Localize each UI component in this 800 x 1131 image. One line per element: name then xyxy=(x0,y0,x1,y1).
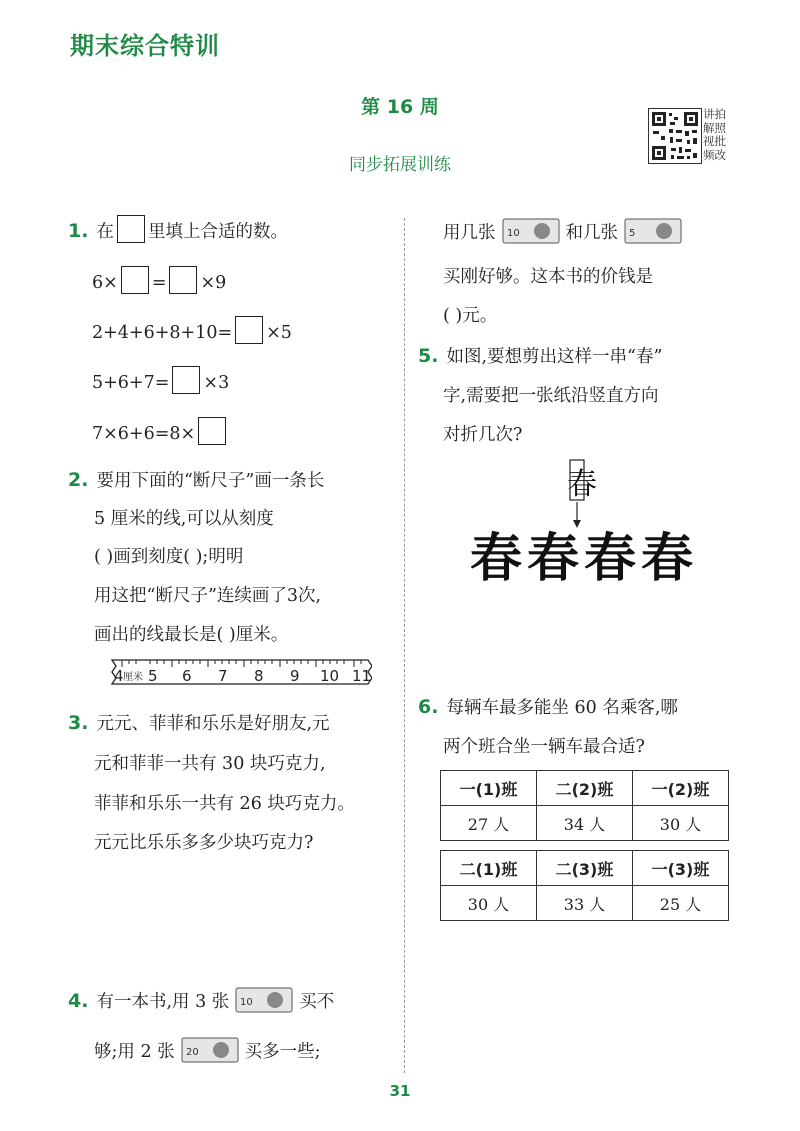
ruler-tick-label: 5 xyxy=(148,667,158,685)
equation-text: ×5 xyxy=(266,323,292,343)
table-cell: 34 人 xyxy=(537,806,633,841)
answer-box[interactable] xyxy=(117,215,145,243)
q3-line: 元和菲菲一共有 30 块巧克力, xyxy=(94,754,326,774)
ruler-tick-label: 9 xyxy=(290,667,300,685)
table-cell: 33 人 xyxy=(537,886,633,921)
q2-line: 5 厘米的线,可以从刻度 xyxy=(94,509,274,529)
q4-line: 买刚好够。这本书的价钱是 xyxy=(443,267,653,287)
question-number: 5. xyxy=(418,345,439,367)
equation-text: 2+4+6+8+10= xyxy=(92,323,233,343)
q2-line: ( )画到刻度( );明明 xyxy=(94,547,244,567)
table-cell: 30 人 xyxy=(633,806,729,841)
ruler-tick-label: 10 xyxy=(320,667,340,685)
q3-line: 菲菲和乐乐一共有 26 块巧克力。 xyxy=(94,794,355,814)
answer-box[interactable] xyxy=(121,266,149,294)
answer-box[interactable] xyxy=(235,316,263,344)
answer-box[interactable] xyxy=(169,266,197,294)
ruler-tick-label: 11 xyxy=(352,667,372,685)
qr-code-icon[interactable] xyxy=(648,108,702,164)
equation-text: 6× xyxy=(92,273,118,293)
folded-glyph: 春 xyxy=(567,467,597,502)
qr-caption xyxy=(703,108,735,162)
banknote-10-yuan-icon xyxy=(235,987,293,1013)
qr-caption-line: 频改 xyxy=(703,147,726,162)
q4-line xyxy=(443,218,688,244)
q3-line: 元元比乐乐多多少块巧克力? xyxy=(94,833,314,853)
ruler-tick-label: 7 xyxy=(218,667,228,685)
qr-caption-line: 视批 xyxy=(703,134,726,148)
cut-glyph: 春 xyxy=(584,528,637,588)
question-number: 4. xyxy=(68,990,89,1012)
q6-text: 每辆车最多能坐 60 名乘客,哪 xyxy=(446,698,678,718)
q5-line: 字,需要把一张纸沿竖直方向 xyxy=(443,386,659,406)
q2-text: 要用下面的“断尺子”画一条长 xyxy=(96,471,325,491)
table-header-cell: 二(2)班 xyxy=(537,771,633,806)
banknote-20-yuan-icon xyxy=(181,1037,239,1063)
section-title: 期末综合特训 xyxy=(70,32,220,60)
equation-text: ×9 xyxy=(200,273,227,293)
q4-line: ( )元。 xyxy=(443,306,498,326)
equation-text: = xyxy=(151,273,167,293)
q3-line xyxy=(68,710,330,735)
q2-line: 画出的线最长是( )厘米。 xyxy=(94,625,289,645)
bill-value: 20 xyxy=(185,1047,199,1058)
table-header-cell: 一(1)班 xyxy=(441,771,537,806)
banknote-5-yuan-icon xyxy=(624,218,682,244)
week-title: 第 16 周 xyxy=(361,96,439,118)
equation-text: ×3 xyxy=(203,373,230,393)
q6-line: 两个班合坐一辆车最合适? xyxy=(443,737,645,757)
question-number: 2. xyxy=(68,469,89,491)
q1-text: 里填上合适的数。 xyxy=(147,222,288,242)
banknote-10-yuan-icon xyxy=(502,218,560,244)
q3-text: 元元、菲菲和乐乐是好朋友,元 xyxy=(96,714,330,734)
page-number: 31 xyxy=(389,1082,411,1100)
q2-line: 用这把“断尺子”连续画了3次, xyxy=(94,586,322,606)
answer-box[interactable] xyxy=(172,366,200,394)
q1-equation-2 xyxy=(92,316,292,344)
folded-paper-diagram xyxy=(470,458,700,588)
q4-text: 买不 xyxy=(299,992,335,1012)
q1-prompt xyxy=(68,215,288,243)
answer-box[interactable] xyxy=(198,417,226,445)
bill-value: 5 xyxy=(629,228,636,239)
q1-equation-3 xyxy=(92,366,229,394)
q4-text: 用几张 xyxy=(443,223,496,243)
table-header-cell: 一(3)班 xyxy=(633,851,729,886)
q6-line xyxy=(418,694,678,719)
cut-glyph: 春 xyxy=(470,528,523,588)
bill-value: 10 xyxy=(506,228,520,239)
q4-line xyxy=(94,1037,321,1063)
q5-line xyxy=(418,343,662,368)
table-cell: 30 人 xyxy=(441,886,537,921)
bill-value: 10 xyxy=(240,997,254,1008)
q2-line xyxy=(68,467,324,492)
table-header-cell: 一(2)班 xyxy=(633,771,729,806)
question-number: 6. xyxy=(418,696,439,718)
ruler-tick-label: 6 xyxy=(182,667,192,685)
q5-text: 如图,要想剪出这样一串“春” xyxy=(446,347,663,367)
question-number: 1. xyxy=(68,220,89,242)
column-divider xyxy=(404,218,405,1073)
q1-text: 在 xyxy=(96,222,114,242)
q4-text: 和几张 xyxy=(565,223,618,243)
ruler-tick-label: 4 xyxy=(114,667,124,685)
cut-glyph: 春 xyxy=(641,528,694,588)
subtitle: 同步拓展训练 xyxy=(349,155,451,175)
question-number: 3. xyxy=(68,712,89,734)
equation-text: 5+6+7= xyxy=(92,373,170,393)
q1-equation-4 xyxy=(92,417,229,445)
table-cell: 25 人 xyxy=(633,886,729,921)
cut-glyph: 春 xyxy=(527,528,580,588)
q4-text: 有一本书,用 3 张 xyxy=(96,992,230,1012)
q4-text: 够;用 2 张 xyxy=(94,1042,175,1062)
class-table-1 xyxy=(440,770,729,841)
broken-ruler xyxy=(110,658,372,686)
ruler-unit: 厘米 xyxy=(123,672,143,683)
equation-text: 7×6+6=8× xyxy=(92,424,196,444)
q1-equation-1 xyxy=(92,266,226,294)
qr-caption-line: 解照 xyxy=(703,120,726,135)
table-header-cell: 二(1)班 xyxy=(441,851,537,886)
class-table-2 xyxy=(440,850,729,921)
table-header-cell: 二(3)班 xyxy=(537,851,633,886)
ruler-tick-label: 8 xyxy=(254,667,264,685)
q4-line xyxy=(68,987,334,1013)
q4-text: 买多一些; xyxy=(244,1042,321,1062)
qr-caption-line: 讲拍 xyxy=(703,107,726,121)
table-cell: 27 人 xyxy=(441,806,537,841)
q5-line: 对折几次? xyxy=(443,425,523,445)
